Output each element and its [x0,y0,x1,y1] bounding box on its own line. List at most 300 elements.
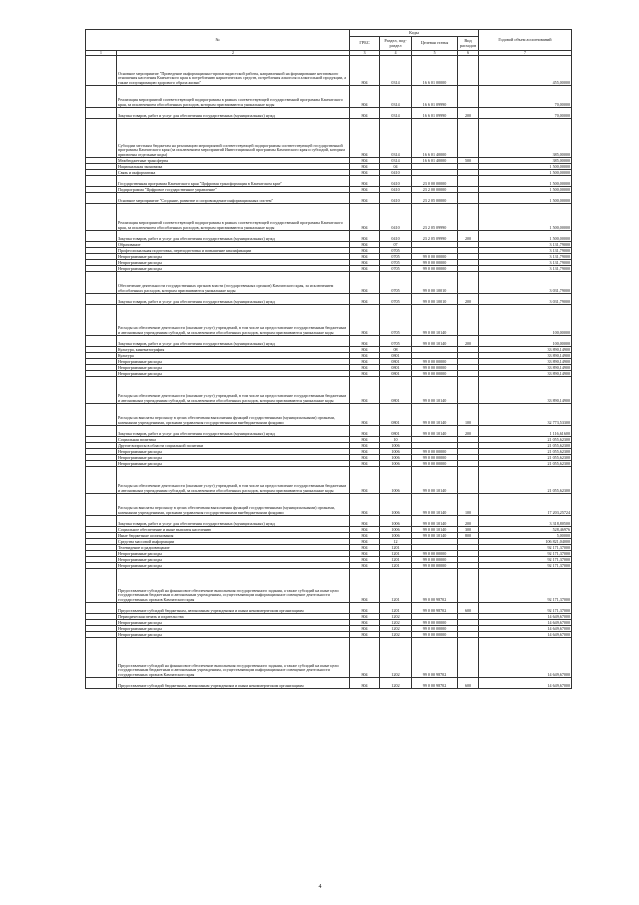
target-article-cell: 99 0 00 98702 [412,603,458,614]
grbs-code-cell: 804 [350,254,380,260]
target-article-cell: 99 0 00 00000 [412,632,458,638]
grbs-code-cell: 804 [350,626,380,632]
column-number: 2 [117,51,350,56]
amount-cell: 70,00000 [479,108,572,119]
target-article-cell: 16 6 01 09990 [412,108,458,119]
table-row [86,272,572,294]
expense-name-cell: Расходы на выплаты персоналу в целях обеспечения выполнения функций государственными (муниципальными) органами, казенными учреждениями, органами управления государственными внебюджетными фондами [117,494,350,516]
grbs-code-cell: 804 [350,539,380,545]
header-codes-group: Коды [350,30,479,37]
target-article-cell: 99 0 00 00000 [412,551,458,557]
amount-cell: 1 500,00000 [479,193,572,204]
section-code-cell: 0314 [380,158,412,164]
expense-kind-cell: 200 [458,294,479,305]
target-article-cell: 99 0 00 00000 [412,557,458,563]
grbs-code-cell: 804 [350,437,380,443]
section-code-cell: 1202 [380,632,412,638]
section-code-cell: 1201 [380,557,412,563]
target-article-cell: 23 0 00 00000 [412,176,458,187]
grbs-code-cell: 804 [350,56,380,86]
amount-cell: 3 318,80500 [479,516,572,527]
expense-name-cell: Периодическая печать и издательства [117,614,350,620]
grbs-code-cell: 804 [350,426,380,437]
target-article-cell: 16 6 01 40000 [412,158,458,164]
expense-name-cell: Непрограммные расходы [117,557,350,563]
target-article-cell: 99 0 00 00000 [412,563,458,569]
row-number-cell [86,108,117,119]
grbs-code-cell: 804 [350,494,380,516]
expense-name-cell: Непрограммные расходы [117,620,350,626]
table-row [86,678,572,689]
target-article-cell: 99 0 00 98702 [412,569,458,603]
row-number-cell [86,231,117,242]
grbs-code-cell: 804 [350,305,380,336]
table-row [86,231,572,242]
column-number: 1 [86,51,117,56]
table-row [86,426,572,437]
section-code-cell: 1201 [380,569,412,603]
row-number-cell [86,678,117,689]
target-article-cell: 99 0 00 00000 [412,455,458,461]
expense-name-cell: Расходы на выплаты персоналу в целях обеспечения выполнения функций государственными (муниципальными) органами, казенными учреждениями, органами управления государственными внебюджетными фондами [117,404,350,426]
grbs-code-cell: 804 [350,404,380,426]
row-number-cell [86,494,117,516]
expense-name-cell: Закупка товаров, работ и услуг для обеспечения государственных (муниципальных) нужд [117,336,350,347]
row-number-cell [86,638,117,678]
amount-cell: 14 649,67000 [479,626,572,632]
section-code-cell: 0410 [380,187,412,193]
target-article-cell: 99 0 00 10140 [412,533,458,539]
section-code-cell: 1006 [380,494,412,516]
section-code-cell: 0801 [380,426,412,437]
amount-cell: 106 821,04000 [479,539,572,545]
amount-cell: 92 171,37000 [479,563,572,569]
expense-kind-cell [458,86,479,108]
grbs-code-cell: 804 [350,108,380,119]
expense-name-cell: Социальное обеспечение и иные выплаты населению [117,527,350,533]
expense-kind-cell [458,176,479,187]
expense-name-cell: Основное мероприятие "Проведение информационно-пропагандистской работы, направленной на формирование негативного отношения населения Камчатского края к потреблению наркотических средств, потребления алкоголя и алкогольной продукции, а также популяризацию здорового образа жизни" [117,56,350,86]
target-article-cell: 99 0 00 98702 [412,638,458,678]
row-number-cell [86,294,117,305]
target-article-cell: 99 0 00 00000 [412,359,458,365]
amount-cell: 17 203,25724 [479,494,572,516]
expense-name-cell: Предоставление субсидий бюджетным, автономным учреждениям и иным некоммерческим организациям [117,603,350,614]
row-number-cell [86,603,117,614]
amount-cell: 92 171,37000 [479,551,572,557]
expense-name-cell: Средства массовой информации [117,539,350,545]
grbs-code-cell: 804 [350,455,380,461]
target-article-cell: 16 6 01 00000 [412,56,458,86]
column-number: 6 [458,51,479,56]
expense-kind-cell [458,56,479,86]
expense-name-cell: Культура, кинематография [117,347,350,353]
grbs-code-cell: 804 [350,119,380,158]
section-code-cell: 0410 [380,231,412,242]
amount-cell: 3 131,79000 [479,242,572,248]
section-code-cell: 0705 [380,254,412,260]
grbs-code-cell: 804 [350,632,380,638]
expense-kind-cell: 100 [458,494,479,516]
expense-name-cell: Непрограммные расходы [117,254,350,260]
amount-cell: 92 171,37000 [479,569,572,603]
amount-cell: 1 500,00000 [479,204,572,231]
table-row [86,176,572,187]
row-number-cell [86,204,117,231]
grbs-code-cell: 804 [350,449,380,455]
expense-kind-cell [458,305,479,336]
expense-name-cell: Предоставление субсидий бюджетным, автономным учреждениям и иным некоммерческим организациям [117,678,350,689]
grbs-code-cell: 804 [350,443,380,449]
table-row [86,467,572,494]
amount-cell: 1 500,00000 [479,187,572,193]
amount-cell: 1 500,00000 [479,231,572,242]
amount-cell: 33 890,14900 [479,353,572,359]
expense-name-cell: Межбюджетные трансферты [117,158,350,164]
grbs-code-cell: 804 [350,242,380,248]
expense-kind-cell: 100 [458,404,479,426]
expense-name-cell: Закупка товаров, работ и услуг для обеспечения государственных (муниципальных) нужд [117,516,350,527]
expense-name-cell: Закупка товаров, работ и услуг для обеспечения государственных (муниципальных) нужд [117,108,350,119]
amount-cell: 5,00000 [479,533,572,539]
expense-kind-cell [458,467,479,494]
grbs-code-cell: 804 [350,294,380,305]
expense-name-cell: Непрограммные расходы [117,563,350,569]
amount-cell: 14 649,67000 [479,632,572,638]
row-number-cell [86,336,117,347]
amount-cell: 33 890,14900 [479,359,572,365]
expense-name-cell: Другие вопросы в области социальной политики [117,443,350,449]
grbs-code-cell: 804 [350,365,380,371]
section-code-cell: 1006 [380,443,412,449]
amount-cell: 70,00000 [479,86,572,108]
grbs-code-cell: 804 [350,176,380,187]
section-code-cell: 1202 [380,638,412,678]
amount-cell: 92 171,37000 [479,603,572,614]
section-code-cell: 0801 [380,365,412,371]
expense-kind-cell: 200 [458,516,479,527]
expense-name-cell: Образование [117,242,350,248]
target-article-cell: 99 0 00 00000 [412,260,458,266]
grbs-code-cell: 804 [350,164,380,170]
grbs-code-cell: 804 [350,527,380,533]
amount-cell: 92 171,37000 [479,557,572,563]
expense-name-cell: Расходы на обеспечение деятельности (оказание услуг) учреждений, в том числе на предоставление государственным бюджетным и автономным учреждениям субсидий, за исключением обособленных расходов, которым присваиваются уникальные коды [117,377,350,404]
section-code-cell: 1006 [380,533,412,539]
amount-cell: 455,00000 [479,56,572,86]
amount-cell: 1 116,61600 [479,426,572,437]
section-code-cell: 0801 [380,404,412,426]
expense-name-cell: Закупка товаров, работ и услуг для обеспечения государственных (муниципальных) нужд [117,294,350,305]
expense-kind-cell: 600 [458,603,479,614]
section-code-cell: 1006 [380,455,412,461]
section-code-cell: 0801 [380,353,412,359]
amount-cell: 3 131,79000 [479,260,572,266]
section-code-cell: 0705 [380,248,412,254]
amount-cell: 385,00000 [479,119,572,158]
grbs-code-cell: 804 [350,193,380,204]
expense-kind-cell [458,272,479,294]
expense-name-cell: Непрограммные расходы [117,551,350,557]
amount-cell: 3 131,79000 [479,254,572,260]
expense-kind-cell: 200 [458,108,479,119]
expense-name-cell: Непрограммные расходы [117,365,350,371]
expense-name-cell: Расходы на обеспечение деятельности (оказание услуг) учреждений, в том числе на предоставление государственным бюджетным и автономным учреждениям субсидий, за исключением обособленных расходов, которым присваиваются уникальные коды [117,467,350,494]
section-code-cell: 0410 [380,176,412,187]
header-grbs: ГРБС [350,37,380,51]
table-row [86,86,572,108]
grbs-code-cell: 804 [350,467,380,494]
section-code-cell: 0314 [380,119,412,158]
target-article-cell: 99 0 00 00000 [412,620,458,626]
amount-cell: 528,46976 [479,527,572,533]
expense-name-cell: Непрограммные расходы [117,359,350,365]
amount-cell: 1 500,00000 [479,164,572,170]
target-article-cell: 99 0 00 10140 [412,426,458,437]
expense-name-cell: Телевидение и радиовещание [117,545,350,551]
grbs-code-cell: 804 [350,638,380,678]
grbs-code-cell: 804 [350,272,380,294]
grbs-code-cell: 804 [350,170,380,176]
grbs-code-cell: 804 [350,353,380,359]
expense-kind-cell [458,204,479,231]
section-code-cell: 1201 [380,563,412,569]
section-code-cell: 0705 [380,294,412,305]
table-row [86,569,572,603]
amount-cell: 21 055,62300 [479,443,572,449]
section-code-cell: 0410 [380,204,412,231]
amount-cell: 33 890,14900 [479,377,572,404]
header-section: Раздел, под-раздел [380,37,412,51]
expense-kind-cell [458,193,479,204]
grbs-code-cell: 804 [350,359,380,365]
column-number: 4 [380,51,412,56]
section-code-cell: 12 [380,539,412,545]
target-article-cell: 99 0 00 00000 [412,365,458,371]
target-article-cell: 99 0 00 10140 [412,336,458,347]
row-number-cell [86,305,117,336]
amount-cell: 33 890,14900 [479,347,572,353]
table-row [86,56,572,86]
expense-name-cell: Закупка товаров, работ и услуг для обеспечения государственных (муниципальных) нужд [117,231,350,242]
amount-cell: 14 649,67000 [479,638,572,678]
section-code-cell: 0705 [380,266,412,272]
page-number: 4 [318,884,322,890]
row-number-cell [86,56,117,86]
table-row [86,377,572,404]
target-article-cell: 99 0 00 00000 [412,371,458,377]
row-number-cell [86,86,117,108]
expense-name-cell: Реализация мероприятий соответствующей подпрограммы в рамках соответствующей государственной программы Камчатского края, за исключением обособленных расходов, которым присваиваются уникальные коды [117,204,350,231]
grbs-code-cell: 804 [350,347,380,353]
grbs-code-cell: 804 [350,569,380,603]
section-code-cell: 0705 [380,336,412,347]
section-code-cell: 1006 [380,516,412,527]
section-code-cell: 0801 [380,359,412,365]
grbs-code-cell: 804 [350,248,380,254]
expense-name-cell: Непрограммные расходы [117,371,350,377]
section-code-cell: 0705 [380,305,412,336]
section-code-cell: 0410 [380,193,412,204]
grbs-code-cell: 804 [350,204,380,231]
amount-cell: 3 031,79000 [479,272,572,294]
amount-cell: 3 131,79000 [479,266,572,272]
target-article-cell: 23 2 05 09990 [412,231,458,242]
target-article-cell: 99 0 00 10140 [412,305,458,336]
target-article-cell: 99 0 00 10140 [412,494,458,516]
grbs-code-cell: 804 [350,371,380,377]
grbs-code-cell: 804 [350,187,380,193]
expense-name-cell: Профессиональная подготовка, переподготовка и повышение квалификации [117,248,350,254]
section-code-cell: 04 [380,164,412,170]
target-article-cell: 99 0 00 10140 [412,404,458,426]
amount-cell: 21 055,62300 [479,437,572,443]
table-row [86,294,572,305]
expense-name-cell: Предоставление субсидий на финансовое обеспечение выполнения государственного задания, а также субсидий на иные цели государственным бюджетным и автономным учреждениям, осуществляющим информационное освещение деятельности государственных органов Камчатского края [117,638,350,678]
expense-name-cell: Основное мероприятие "Создание, развитие и сопровождение информационных систем" [117,193,350,204]
section-code-cell: 1202 [380,678,412,689]
table-row [86,305,572,336]
section-code-cell: 1006 [380,467,412,494]
amount-cell: 14 649,67000 [479,678,572,689]
amount-cell: 92 171,37000 [479,545,572,551]
grbs-code-cell: 804 [350,563,380,569]
expense-name-cell: Социальная политика [117,437,350,443]
target-article-cell: 99 0 00 10140 [412,467,458,494]
amount-cell: 100,00000 [479,336,572,347]
grbs-code-cell: 804 [350,678,380,689]
section-code-cell: 1202 [380,614,412,620]
section-code-cell: 0410 [380,170,412,176]
expense-name-cell: Национальная экономика [117,164,350,170]
grbs-code-cell: 804 [350,158,380,164]
amount-cell: 1 500,00000 [479,176,572,187]
table-row [86,638,572,678]
header-expense-kind: Вид расходов [458,37,479,51]
row-number-cell [86,272,117,294]
expense-name-cell: Иные бюджетные ассигнования [117,533,350,539]
table-row [86,336,572,347]
row-number-cell [86,467,117,494]
amount-cell: 33 890,14900 [479,371,572,377]
target-article-cell: 99 0 00 00000 [412,461,458,467]
expense-name-cell: Субсидии местным бюджетам на реализацию мероприятий соответствующей подпрограммы соответствующей государственной программы Камчатского края (за исключением мероприятий Инвестиционной программы Камчатского края и субсидий, которым присвоены отдельные коды) [117,119,350,158]
grbs-code-cell: 804 [350,260,380,266]
section-code-cell: 1006 [380,527,412,533]
row-number-cell [86,404,117,426]
grbs-code-cell: 804 [350,603,380,614]
expense-kind-cell [458,377,479,404]
expense-name-cell: Непрограммные расходы [117,626,350,632]
amount-cell: 385,00000 [479,158,572,164]
expense-kind-cell [458,569,479,603]
amount-cell: 3 131,79000 [479,248,572,254]
section-code-cell: 1006 [380,461,412,467]
expense-kind-cell: 200 [458,336,479,347]
target-article-cell: 99 0 00 00000 [412,266,458,272]
target-article-cell: 16 6 01 40000 [412,119,458,158]
column-number: 7 [479,51,572,56]
section-code-cell: 0314 [380,86,412,108]
amount-cell: 14 649,67000 [479,620,572,626]
table-header [86,30,572,56]
expense-name-cell: Государственная программа Камчатского края "Цифровая трансформация в Камчатском крае" [117,176,350,187]
expense-name-cell: Расходы на обеспечение деятельности (оказание услуг) учреждений, в том числе на предоставление государственным бюджетным и автономным учреждениям субсидий, за исключением обособленных расходов, которым присваиваются уникальные коды [117,305,350,336]
expense-name-cell: Закупка товаров, работ и услуг для обеспечения государственных (муниципальных) нужд [117,426,350,437]
table-row [86,516,572,527]
grbs-code-cell: 804 [350,377,380,404]
expense-name-cell: Подпрограмма "Цифровое государственное управление" [117,187,350,193]
expense-name-cell: Культура [117,353,350,359]
table-row [86,404,572,426]
amount-cell: 32 773,53300 [479,404,572,426]
grbs-code-cell: 804 [350,266,380,272]
table-row [86,494,572,516]
grbs-code-cell: 804 [350,516,380,527]
amount-cell: 14 649,67000 [479,614,572,620]
target-article-cell: 23 2 05 09990 [412,204,458,231]
grbs-code-cell: 804 [350,614,380,620]
table-row [86,193,572,204]
expense-name-cell: Непрограммные расходы [117,266,350,272]
target-article-cell: 99 0 00 00000 [412,254,458,260]
table-row [86,603,572,614]
expense-kind-cell [458,638,479,678]
amount-cell: 100,00000 [479,305,572,336]
header-annual-amount: Годовой объем ассигнований [479,30,572,51]
target-article-cell: 99 0 00 00000 [412,449,458,455]
row-number-cell [86,119,117,158]
column-number: 5 [412,51,458,56]
section-code-cell: 0705 [380,272,412,294]
header-target-article: Целевая статья [412,37,458,51]
table-row [86,119,572,158]
row-number-cell [86,176,117,187]
expense-name-cell: Непрограммные расходы [117,449,350,455]
column-number: 3 [350,51,380,56]
target-article-cell: 99 0 00 10010 [412,294,458,305]
section-code-cell: 10 [380,437,412,443]
section-code-cell: 1201 [380,603,412,614]
grbs-code-cell: 804 [350,533,380,539]
section-code-cell: 0801 [380,377,412,404]
grbs-code-cell: 804 [350,336,380,347]
expense-name-cell: Непрограммные расходы [117,260,350,266]
expense-kind-cell: 500 [458,158,479,164]
grbs-code-cell: 804 [350,551,380,557]
section-code-cell: 1201 [380,545,412,551]
expense-name-cell: Непрограммные расходы [117,455,350,461]
expense-name-cell: Предоставление субсидий на финансовое обеспечение выполнения государственного задания, а также субсидий на иные цели государственным бюджетным и автономным учреждениям, осуществляющим информационное освещение деятельности государственных органов Камчатского края [117,569,350,603]
expense-name-cell: Непрограммные расходы [117,632,350,638]
expense-name-cell: Непрограммные расходы [117,461,350,467]
target-article-cell: 99 0 00 00000 [412,626,458,632]
expense-name-cell: Связь и информатика [117,170,350,176]
section-code-cell: 0314 [380,56,412,86]
grbs-code-cell: 804 [350,461,380,467]
row-number-cell [86,426,117,437]
section-code-cell: 0801 [380,371,412,377]
section-code-cell: 1202 [380,626,412,632]
row-number-cell [86,377,117,404]
section-code-cell: 08 [380,347,412,353]
section-code-cell: 1006 [380,449,412,455]
grbs-code-cell: 804 [350,557,380,563]
expense-kind-cell: 600 [458,678,479,689]
table-row [86,204,572,231]
target-article-cell: 23 2 05 00000 [412,193,458,204]
amount-cell: 3 031,79000 [479,294,572,305]
